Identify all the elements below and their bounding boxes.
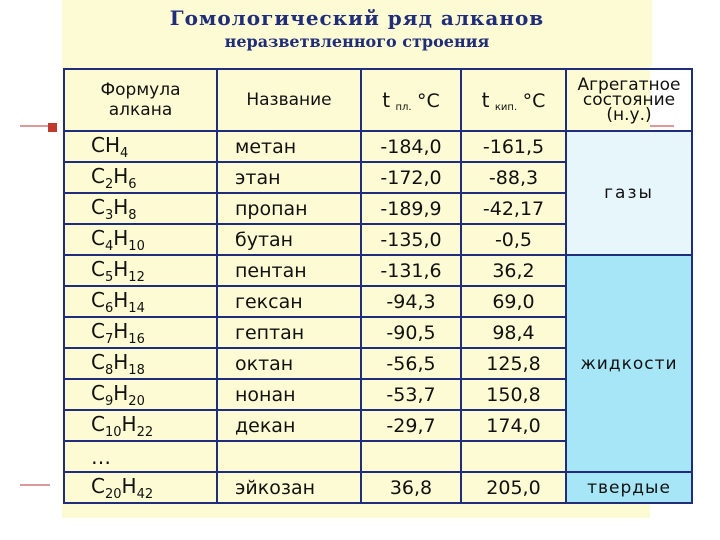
page-subtitle: неразветвленного строения xyxy=(224,32,490,51)
melting-point-cell: -189,9 xyxy=(361,193,461,224)
header-state-line1: Агрегатное xyxy=(577,74,681,95)
header-name: Название xyxy=(217,69,361,131)
header-state-line2: состояние xyxy=(582,89,676,110)
formula-cell: $C_5H_{12}$ xyxy=(64,255,217,286)
melting-point-cell xyxy=(361,441,461,472)
melting-point-cell: -131,6 xyxy=(361,255,461,286)
melting-point-cell: -135,0 xyxy=(361,224,461,255)
melting-point-cell: -90,5 xyxy=(361,317,461,348)
state-liquid-cell: жидкости xyxy=(566,255,692,472)
name-cell: декан xyxy=(217,410,361,441)
ellipsis-cell: … xyxy=(64,441,217,472)
formula-cell: $C_4H_{10}$ xyxy=(64,224,217,255)
title-panel xyxy=(62,0,652,66)
melting-point-cell: -94,3 xyxy=(361,286,461,317)
name-cell xyxy=(217,441,361,472)
name-cell: пентан xyxy=(217,255,361,286)
header-formula-line1: Формула xyxy=(100,80,181,100)
boiling-point-cell: 205,0 xyxy=(461,472,566,503)
alkanes-table xyxy=(63,68,693,504)
boiling-point-cell: 98,4 xyxy=(461,317,566,348)
t-symbol: t xyxy=(382,87,391,112)
formula-cell: $C_8H_{18}$ xyxy=(64,348,217,379)
boiling-point-cell: -0,5 xyxy=(461,224,566,255)
boiling-point-cell: -42,17 xyxy=(461,193,566,224)
melting-point-cell: 36,8 xyxy=(361,472,461,503)
degree-unit: °С xyxy=(416,89,440,112)
name-cell: этан xyxy=(217,162,361,193)
name-cell: гексан xyxy=(217,286,361,317)
boiling-point-cell: 150,8 xyxy=(461,379,566,410)
boiling-point-cell: 36,2 xyxy=(461,255,566,286)
formula-cell: $C_{20}H_{42}$ xyxy=(64,472,217,503)
boil-subscript: кип. xyxy=(494,101,518,113)
page-title: Гомологический ряд алканов xyxy=(169,6,545,30)
boiling-point-cell: 125,8 xyxy=(461,348,566,379)
melting-point-cell: -56,5 xyxy=(361,348,461,379)
melting-point-cell: -53,7 xyxy=(361,379,461,410)
bullet-square-icon xyxy=(48,123,57,132)
melting-point-cell: -184,0 xyxy=(361,131,461,162)
name-cell: метан xyxy=(217,131,361,162)
header-state xyxy=(566,69,692,131)
header-melting-point xyxy=(361,69,461,131)
name-cell: нонан xyxy=(217,379,361,410)
name-cell: октан xyxy=(217,348,361,379)
formula-cell: $C_9H_{20}$ xyxy=(64,379,217,410)
table-row xyxy=(64,472,692,503)
formula-cell: $C_7H_{16}$ xyxy=(64,317,217,348)
melting-point-cell: -29,7 xyxy=(361,410,461,441)
name-cell: пропан xyxy=(217,193,361,224)
table-header-row xyxy=(64,69,692,131)
header-formula xyxy=(64,69,217,131)
formula-cell: $C_2H_6$ xyxy=(64,162,217,193)
header-formula-line2: алкана xyxy=(108,100,173,120)
name-cell: эйкозан xyxy=(217,472,361,503)
formula-cell: $C_{10}H_{22}$ xyxy=(64,410,217,441)
state-solid-cell: твердые xyxy=(566,472,692,503)
table-row xyxy=(64,255,692,286)
boiling-point-cell: -88,3 xyxy=(461,162,566,193)
header-state-line3: (н.у.) xyxy=(606,104,652,125)
melt-subscript: пл. xyxy=(395,101,412,113)
header-boiling-point xyxy=(461,69,566,131)
table-row xyxy=(64,131,692,162)
boiling-point-cell xyxy=(461,441,566,472)
state-gas-cell: газы xyxy=(566,131,692,255)
boiling-point-cell: 174,0 xyxy=(461,410,566,441)
degree-unit: °С xyxy=(522,89,546,112)
boiling-point-cell: 69,0 xyxy=(461,286,566,317)
boiling-point-cell: -161,5 xyxy=(461,131,566,162)
t-symbol: t xyxy=(481,87,490,112)
decorative-line xyxy=(20,484,50,486)
formula-cell: $C_6H_{14}$ xyxy=(64,286,217,317)
decorative-line xyxy=(20,125,50,127)
formula-cell: $C_3H_8$ xyxy=(64,193,217,224)
formula-cell: $CH_4$ xyxy=(64,131,217,162)
melting-point-cell: -172,0 xyxy=(361,162,461,193)
name-cell: гептан xyxy=(217,317,361,348)
name-cell: бутан xyxy=(217,224,361,255)
